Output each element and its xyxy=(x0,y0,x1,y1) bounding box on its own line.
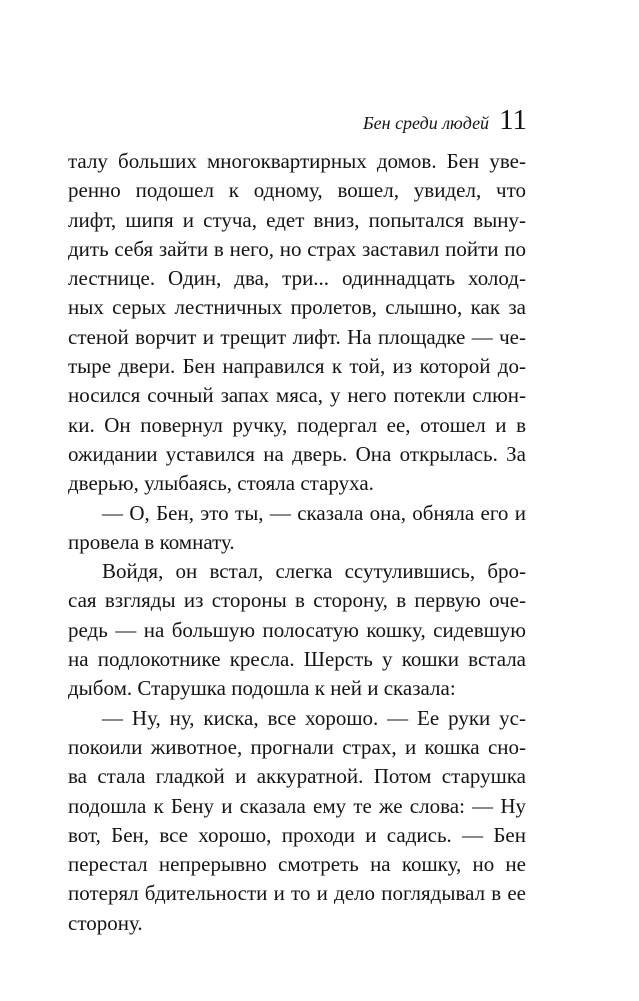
text-line: дыбом. Старушка подошла к ней и сказала: xyxy=(68,676,456,701)
text-line: носился сочный запах мяса, у него потекли слюн- xyxy=(68,383,526,408)
text-line: ва стала гладкой и аккуратной. Потом старушка xyxy=(68,764,526,789)
text-line: лифт, шипя и стуча, едет вниз, попытался выну- xyxy=(68,207,526,232)
body-text xyxy=(68,147,526,938)
text-line: — Ну, ну, киска, все хорошо. — Ее руки ус- xyxy=(102,705,526,730)
text-line: Войдя, он встал, слегка ссутулившись, бро- xyxy=(102,559,526,584)
text-line: ренно подошел к одному, вошел, увидел, что xyxy=(68,178,526,203)
page-number: 11 xyxy=(499,104,527,136)
text-line: редь — на большую полосатую кошку, сидевшую xyxy=(68,617,526,642)
text-line: дить себя зайти в него, но страх заставил пойти по xyxy=(68,236,526,261)
text-line: тыре двери. Бен направился к той, из которой до- xyxy=(68,354,526,379)
text-line: сая взгляды из стороны в сторону, в первую оче- xyxy=(68,588,526,613)
text-line: стеной ворчит и трещит лифт. На площадке — че- xyxy=(68,324,526,349)
text-line: на подлокотнике кресла. Шерсть у кошки встала xyxy=(68,647,526,672)
text-line: сторону. xyxy=(68,910,143,935)
text-line: лестнице. Один, два, три... одиннадцать холод- xyxy=(68,266,526,291)
text-line: ки. Он повернул ручку, подергал ее, отошел и в xyxy=(68,412,526,437)
text-line: вот, Бен, все хорошо, проходи и садись. — Бен xyxy=(68,822,526,847)
text-line: талу больших многоквартирных домов. Бен уве- xyxy=(68,149,526,173)
text-line: подошла к Бену и сказала ему те же слова: — Ну xyxy=(68,793,526,818)
text-line: потерял бдительности и то и дело поглядывал в ее xyxy=(68,881,526,906)
text-line: — О, Бен, это ты, — сказала она, обняла его и xyxy=(102,500,526,525)
text-line: дверью, улыбаясь, стояла старуха. xyxy=(68,471,374,496)
text-line: перестал непрерывно смотреть на кошку, но не xyxy=(68,852,526,877)
running-head xyxy=(363,104,527,140)
text-line: покоили животное, прогнали страх, и кошка сно- xyxy=(68,734,526,759)
text-line: ожидании уставился на дверь. Она открылась. За xyxy=(68,441,526,466)
text-line: ных серых лестничных пролетов, слышно, как за xyxy=(68,295,526,320)
text-line: провела в комнату. xyxy=(68,529,235,554)
running-head-title: Бен среди людей xyxy=(363,113,490,133)
